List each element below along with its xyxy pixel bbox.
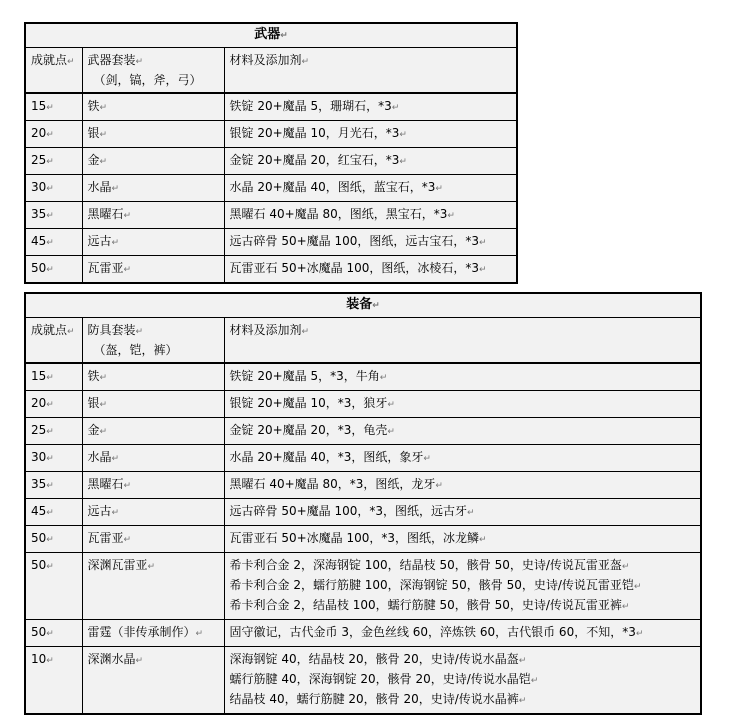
points-cell: 30↵	[25, 445, 82, 472]
materials-line: 深海钢锭 40，结晶枝 20，骸骨 20，史诗/传说水晶盔↵	[229, 652, 527, 666]
table-row	[25, 202, 517, 229]
table-row	[25, 553, 701, 620]
points-cell: 45↵	[25, 499, 82, 526]
set-cell: 瓦雷亚↵	[82, 526, 224, 553]
materials-cell: 黑曜石 40+魔晶 80，图纸，黑宝石，*3↵	[224, 202, 517, 229]
materials-cell: 金锭 20+魔晶 20，红宝石，*3↵	[224, 148, 517, 175]
materials-cell: 铁锭 20+魔晶 5，珊瑚石，*3↵	[224, 93, 517, 121]
materials-cell	[224, 391, 701, 418]
materials-cell	[224, 472, 701, 499]
materials-line: 希卡利合金 2，结晶枝 100，蠕行筋腱 50，骸骨 50，史诗/传说瓦雷亚裤↵	[229, 598, 630, 612]
materials-cell	[224, 526, 701, 553]
armor-table	[24, 292, 702, 715]
table-row	[25, 229, 517, 256]
materials-cell: 银锭 20+魔晶 10，月光石，*3↵	[224, 121, 517, 148]
table-row	[25, 472, 701, 499]
points-cell: 50↵	[25, 256, 82, 284]
table-row	[25, 148, 517, 175]
table-row	[25, 418, 701, 445]
materials-line: 固守徽记，古代金币 3，金色丝线 60，淬炼铁 60，古代银币 60，不知，*3↵	[229, 625, 644, 639]
materials-cell	[224, 620, 701, 647]
materials-line: 铁锭 20+魔晶 5，*3，牛角↵	[229, 369, 388, 383]
points-cell: 15↵	[25, 363, 82, 391]
materials-cell	[224, 499, 701, 526]
points-cell: 35↵	[25, 202, 82, 229]
set-cell: 铁↵	[82, 93, 224, 121]
table-row	[25, 620, 701, 647]
table-row	[25, 445, 701, 472]
table-row	[25, 391, 701, 418]
points-cell: 25↵	[25, 148, 82, 175]
materials-line: 希卡利合金 2，深海钢锭 100，结晶枝 50，骸骨 50，史诗/传说瓦雷亚盔↵	[229, 558, 630, 572]
table-row	[25, 256, 517, 284]
points-cell: 45↵	[25, 229, 82, 256]
materials-cell	[224, 418, 701, 445]
table-row	[25, 526, 701, 553]
table-row	[25, 647, 701, 715]
materials-line: 银锭 20+魔晶 10，*3，狼牙↵	[229, 396, 395, 410]
header-materials: 材料及添加剂↵	[224, 318, 701, 364]
set-cell: 水晶↵	[82, 445, 224, 472]
materials-cell	[224, 445, 701, 472]
materials-cell: 瓦雷亚石 50+冰魔晶 100，图纸，冰棱石，*3↵	[224, 256, 517, 284]
points-cell: 50↵	[25, 620, 82, 647]
set-cell: 深渊水晶↵	[82, 647, 224, 715]
table-row	[25, 93, 517, 121]
points-cell: 10↵	[25, 647, 82, 715]
materials-cell	[224, 363, 701, 391]
set-cell: 雷霆（非传承制作）↵	[82, 620, 224, 647]
materials-line: 水晶 20+魔晶 40，*3，图纸，象牙↵	[229, 450, 431, 464]
points-cell: 25↵	[25, 418, 82, 445]
header-set: 武器套装↵ （剑，镐，斧，弓）	[82, 48, 224, 94]
materials-line: 金锭 20+魔晶 20，*3，龟壳↵	[229, 423, 395, 437]
materials-line: 结晶枝 40，蠕行筋腱 20，骸骨 20，史诗/传说水晶裤↵	[229, 692, 527, 706]
points-cell: 20↵	[25, 391, 82, 418]
materials-line: 蠕行筋腱 40，深海钢锭 20，骸骨 20，史诗/传说水晶铠↵	[229, 672, 539, 686]
materials-line: 黑曜石 40+魔晶 80，*3，图纸，龙牙↵	[229, 477, 443, 491]
materials-cell: 水晶 20+魔晶 40，图纸，蓝宝石，*3↵	[224, 175, 517, 202]
set-cell: 远古↵	[82, 499, 224, 526]
materials-line: 希卡利合金 2，蠕行筋腱 100，深海钢锭 50，骸骨 50，史诗/传说瓦雷亚铠↵	[229, 578, 642, 592]
points-cell: 50↵	[25, 553, 82, 620]
armor-title: 装备↵	[25, 293, 701, 318]
table-row	[25, 121, 517, 148]
header-points: 成就点↵	[25, 48, 82, 94]
set-cell: 金↵	[82, 148, 224, 175]
set-cell: 银↵	[82, 121, 224, 148]
set-cell: 深渊瓦雷亚↵	[82, 553, 224, 620]
points-cell: 35↵	[25, 472, 82, 499]
weapons-table	[24, 22, 518, 284]
points-cell: 50↵	[25, 526, 82, 553]
weapons-title: 武器↵	[25, 23, 517, 48]
materials-cell	[224, 553, 701, 620]
set-cell: 银↵	[82, 391, 224, 418]
header-points: 成就点↵	[25, 318, 82, 364]
table-row	[25, 499, 701, 526]
materials-line: 瓦雷亚石 50+冰魔晶 100，*3，图纸，冰龙鳞↵	[229, 531, 487, 545]
materials-cell	[224, 647, 701, 715]
points-cell: 20↵	[25, 121, 82, 148]
materials-cell: 远古碎骨 50+魔晶 100，图纸，远古宝石，*3↵	[224, 229, 517, 256]
set-cell: 远古↵	[82, 229, 224, 256]
set-cell: 铁↵	[82, 363, 224, 391]
header-materials: 材料及添加剂↵	[224, 48, 517, 94]
set-cell: 黑曜石↵	[82, 202, 224, 229]
materials-line: 远古碎骨 50+魔晶 100，*3，图纸，远古牙↵	[229, 504, 475, 518]
set-cell: 金↵	[82, 418, 224, 445]
points-cell: 15↵	[25, 93, 82, 121]
set-cell: 水晶↵	[82, 175, 224, 202]
armor-rows	[25, 363, 701, 714]
table-row	[25, 363, 701, 391]
set-cell: 瓦雷亚↵	[82, 256, 224, 284]
points-cell: 30↵	[25, 175, 82, 202]
set-cell: 黑曜石↵	[82, 472, 224, 499]
weapons-rows	[25, 93, 517, 283]
table-row	[25, 175, 517, 202]
header-set: 防具套装↵ （盔，铠，裤）	[82, 318, 224, 364]
